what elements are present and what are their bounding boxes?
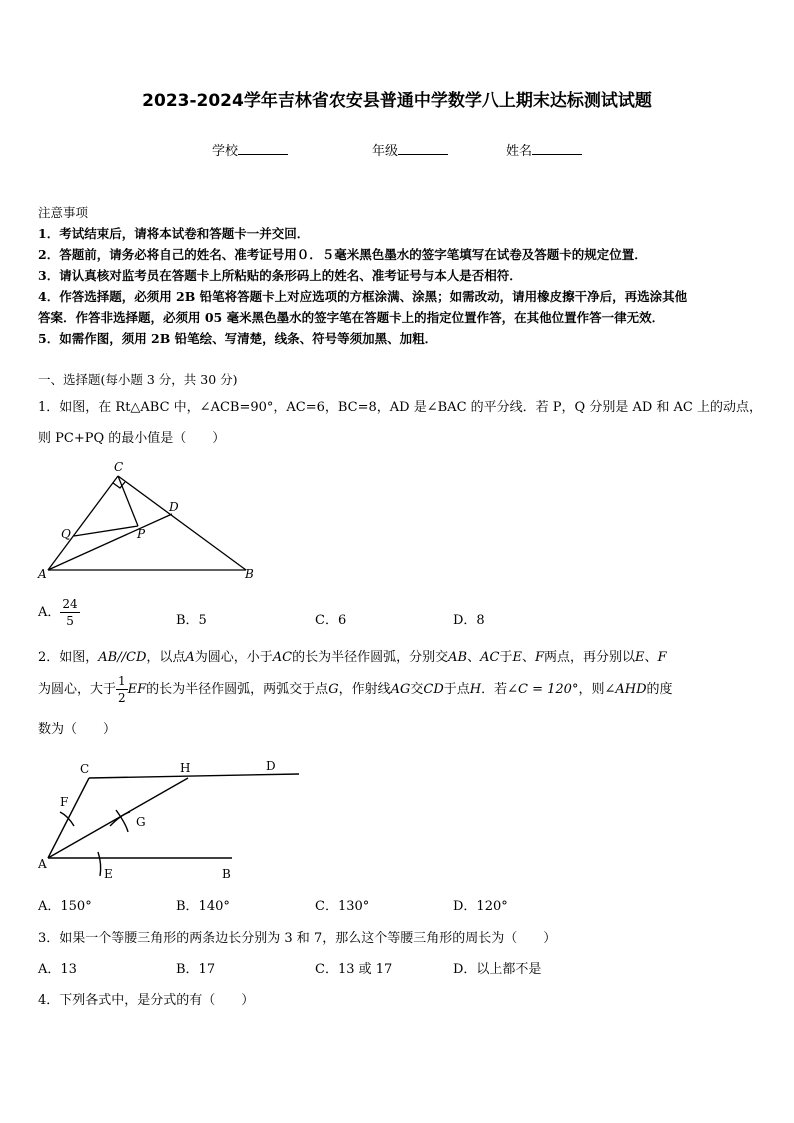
math-g: G [328, 682, 339, 697]
text: 为圆心，小于 [194, 650, 273, 665]
q4-text: 4．下列各式中，是分式的有（ ） [38, 993, 255, 1008]
math-cd: CD [423, 682, 444, 697]
side-ac [48, 476, 118, 570]
name-field [506, 140, 582, 159]
text: ，以点 [146, 650, 186, 665]
text: 的长为半径作圆弧，两弧交于点 [146, 682, 329, 697]
school-field [212, 140, 288, 159]
school-blank [238, 142, 288, 155]
bisector-ad [48, 514, 172, 570]
fraction-denominator: 5 [66, 614, 74, 628]
label-g: G [136, 815, 146, 829]
q3-option-a[interactable]: A．13 [38, 962, 77, 977]
page-title: 2023-2024学年吉林省农安县普通中学数学八上期末达标测试试题 [142, 91, 652, 111]
text: 的长为半径作圆弧，分别交 [292, 650, 449, 665]
name-blank [532, 142, 582, 155]
text: 于 [499, 650, 513, 665]
q2-text-line1 [38, 646, 667, 665]
label-h: H [180, 761, 191, 775]
q1-option-c[interactable]: C．6 [315, 613, 347, 628]
text: 的度 [646, 682, 673, 697]
q2-figure [34, 754, 304, 884]
math-ab: AB [98, 650, 118, 665]
label-d: D [169, 500, 179, 514]
option-a-prefix: A． [38, 605, 61, 620]
text: 2．如图， [38, 650, 99, 665]
q1-option-b[interactable]: B．5 [176, 613, 207, 628]
label-c: C [80, 762, 90, 776]
school-label: 学校 [212, 144, 239, 159]
text: 两点，再分别以 [544, 650, 636, 665]
text: 交 [410, 682, 424, 697]
half-fraction [116, 675, 128, 704]
label-a: A [38, 567, 47, 581]
q2-text-line2 [38, 675, 673, 704]
math-h: H [469, 682, 482, 697]
fraction-denominator: 2 [118, 691, 126, 705]
text: 于点 [443, 682, 470, 697]
arc-f [60, 812, 74, 826]
right-angle-mark [113, 482, 125, 488]
q3-text: 3．如果一个等腰三角形的两条边长分别为 3 和 7，那么这个等腰三角形的周长为（ ） [38, 931, 557, 946]
grade-blank [398, 142, 448, 155]
notice-item: 2．答题前，请务必将自己的姓名、准考证号用０．５毫米黑色墨水的签字笔填写在试卷及答题卡的规定位置． [38, 247, 647, 262]
q3-option-c[interactable]: C．13 或 17 [315, 962, 393, 977]
math-parallel: // [117, 650, 126, 665]
text: ，则 [578, 682, 605, 697]
q2-option-c[interactable]: C．130° [315, 899, 370, 914]
notice-item: 4．作答选择题，必须用 2B 铅笔将答题卡上对应选项的方框涂满、涂黑；如需改动，请用橡皮擦干净后，再选涂其他 [38, 289, 688, 304]
q3-option-d[interactable]: D．以上都不是 [453, 962, 542, 977]
notice-item: 5．如需作图，须用 2B 铅笔绘、写清楚，线条、符号等须加黑、加粗． [38, 331, 438, 346]
text: 、 [644, 650, 658, 665]
text: 为圆心，大于 [38, 682, 117, 697]
q2-text-line3: 数为（ ） [38, 722, 117, 737]
math-angle-ahd: ∠AHD [604, 682, 647, 697]
grade-label: 年级 [372, 144, 399, 159]
text: ．若 [481, 682, 508, 697]
math-ag: AG [390, 682, 411, 697]
q1-figure [34, 458, 264, 583]
math-ef: EF [127, 682, 147, 697]
math-ac: AC [480, 650, 500, 665]
notice-item: 3．请认真核对监考员在答题卡上所粘贴的条形码上的姓名、准考证号与本人是否相符． [38, 268, 522, 283]
fraction-numerator: 24 [62, 597, 78, 611]
q1-option-d[interactable]: D．8 [453, 613, 485, 628]
math-e: E [635, 650, 645, 665]
math-angle-c: ∠C = 120° [507, 682, 579, 697]
text: 、 [467, 650, 481, 665]
line-cd [89, 774, 299, 778]
label-e: E [104, 867, 113, 881]
q1-option-a[interactable] [38, 598, 80, 627]
math-ac: AC [272, 650, 293, 665]
label-f: F [60, 795, 69, 809]
math-a: A [185, 650, 195, 665]
q1-text-line2: 则 PC+PQ 的最小值是（ ） [38, 431, 226, 446]
math-ab: AB [448, 650, 468, 665]
math-f: F [535, 650, 545, 665]
fraction-numerator: 1 [118, 674, 126, 688]
option-a-fraction [60, 598, 79, 627]
arc-g-1 [110, 812, 130, 826]
label-b: B [222, 867, 231, 881]
arc-e [98, 852, 101, 876]
math-f: F [657, 650, 667, 665]
label-q: Q [61, 527, 71, 541]
name-label: 姓名 [506, 144, 533, 159]
q2-option-a[interactable]: A．150° [38, 899, 92, 914]
grade-field [372, 140, 448, 159]
q3-option-b[interactable]: B．17 [176, 962, 216, 977]
q1-text-line1: 1．如图，在 Rt△ABC 中，∠ACB=90°，AC=6，BC=8，AD 是∠BAC 的平分线．若 P，Q 分别是 AD 和 AC 上的动点， [38, 400, 762, 415]
label-p: P [137, 527, 146, 541]
q2-option-d[interactable]: D．120° [453, 899, 508, 914]
notice-item: 1．考试结束后，请将本试卷和答题卡一并交回． [38, 226, 310, 241]
label-b: B [245, 567, 254, 581]
label-d: D [266, 759, 276, 773]
notice-heading: 注意事项 [38, 205, 89, 220]
notice-item: 答案．作答非选择题，必须用 05 毫米黑色墨水的签字笔在答题卡上的指定位置作答，在其他位置作答一律无效． [38, 310, 665, 325]
label-a: A [38, 857, 47, 871]
text: 、 [521, 650, 535, 665]
math-cd: CD [126, 650, 147, 665]
text: ，作射线 [338, 682, 391, 697]
math-e: E [512, 650, 522, 665]
q2-option-b[interactable]: B．140° [176, 899, 230, 914]
segment-pq [74, 526, 138, 536]
section-heading: 一、选择题(每小题 3 分，共 30 分) [38, 372, 238, 387]
label-c: C [114, 460, 124, 474]
